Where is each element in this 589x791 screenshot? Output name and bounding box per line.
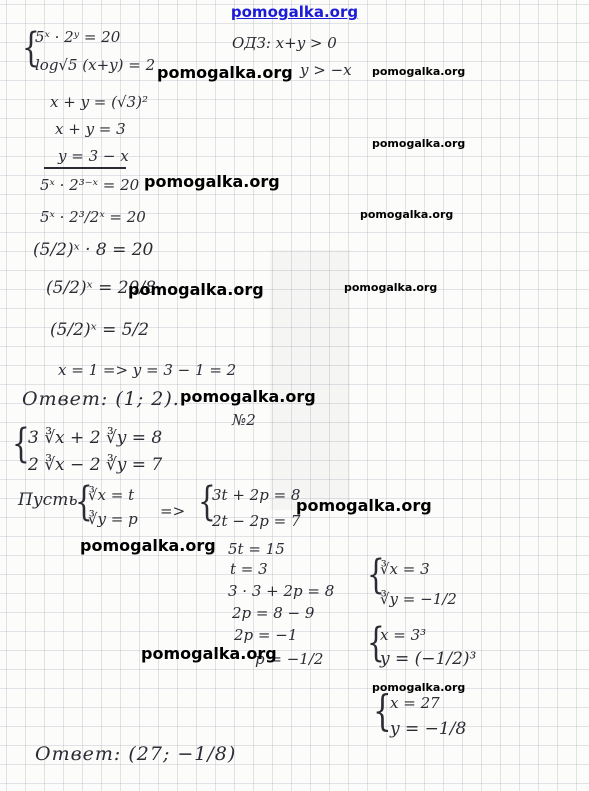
equation-line: x = 3³	[380, 626, 427, 644]
equation-line: x + y = 3	[55, 120, 126, 138]
equation-line: x = 27	[390, 694, 440, 712]
system-brace: {	[198, 479, 216, 525]
equation-line: 5ˣ · 2³/2ˣ = 20	[40, 208, 146, 226]
system-brace: {	[367, 620, 385, 666]
equation-line: p = −1/2	[255, 650, 324, 668]
system-brace: {	[12, 421, 30, 467]
answer-line: Ответ: (27; −1/8)	[35, 743, 237, 765]
domain-condition: y > −x	[300, 61, 352, 79]
underline	[44, 167, 126, 169]
watermark-text: pomogalka.org	[296, 496, 432, 515]
watermark-text: pomogalka.org	[344, 281, 438, 294]
watermark-text: pomogalka.org	[372, 137, 466, 150]
system-brace: {	[22, 25, 40, 71]
equation-line: 5t = 15	[228, 540, 285, 558]
watermark-text: pomogalka.org	[180, 387, 316, 406]
watermark-text: pomogalka.org	[128, 280, 264, 299]
problem-number: №2	[232, 411, 256, 429]
equation-line: 5ˣ · 2³⁻ˣ = 20	[40, 176, 140, 194]
equation-line: ∛y = −1/2	[380, 590, 457, 608]
equation-line: t = 3	[230, 560, 268, 578]
substitution-brace: {	[75, 479, 93, 525]
substitution-label: Пусть	[18, 490, 78, 510]
equation-line: 3t + 2p = 8	[212, 486, 301, 504]
equation-line: 2p = −1	[234, 626, 298, 644]
watermark-text: pomogalka.org	[372, 681, 466, 694]
equation-line: (5/2)ˣ = 20/8	[46, 278, 156, 298]
equation-line: (5/2)ˣ = 5/2	[50, 320, 150, 340]
equation-line: log√5 (x+y) = 2	[35, 56, 156, 74]
equation-line: y = (−1/2)³	[380, 649, 477, 669]
equation-line: y = −1/8	[390, 719, 467, 739]
equation-line: 3 ∛x + 2 ∛y = 8	[28, 428, 163, 448]
watermark-text: pomogalka.org	[157, 63, 293, 82]
site-header-link[interactable]: pomogalka.org	[230, 3, 359, 21]
watermark-text: pomogalka.org	[372, 65, 466, 78]
equation-line: 2 ∛x − 2 ∛y = 7	[28, 455, 163, 475]
equation-line: 5ˣ · 2ʸ = 20	[35, 28, 121, 46]
watermark-text: pomogalka.org	[80, 536, 216, 555]
watermark-text: pomogalka.org	[144, 172, 280, 191]
implies-arrow: =>	[160, 502, 186, 520]
domain-condition: ОДЗ: x+y > 0	[232, 34, 337, 52]
equation-line: y = 3 − x	[58, 147, 129, 165]
equation-line: x = 1 => y = 3 − 1 = 2	[58, 361, 237, 379]
system-brace: {	[367, 552, 385, 598]
system-brace: {	[373, 686, 392, 735]
equation-line: (5/2)ˣ · 8 = 20	[33, 240, 154, 260]
answer-line: Ответ: (1; 2).	[22, 388, 180, 410]
equation-line: 2p = 8 − 9	[232, 604, 315, 622]
substitution-line: ∛y = p	[88, 510, 138, 528]
equation-line: ∛x = 3	[380, 560, 430, 578]
equation-line: x + y = (√3)²	[50, 93, 148, 111]
bleed-through-shadow	[270, 250, 350, 510]
equation-line: 2t − 2p = 7	[212, 512, 301, 530]
substitution-line: ∛x = t	[88, 486, 135, 504]
equation-line: 3 · 3 + 2p = 8	[228, 582, 335, 600]
watermark-text: pomogalka.org	[360, 208, 454, 221]
watermark-text: pomogalka.org	[141, 644, 277, 663]
